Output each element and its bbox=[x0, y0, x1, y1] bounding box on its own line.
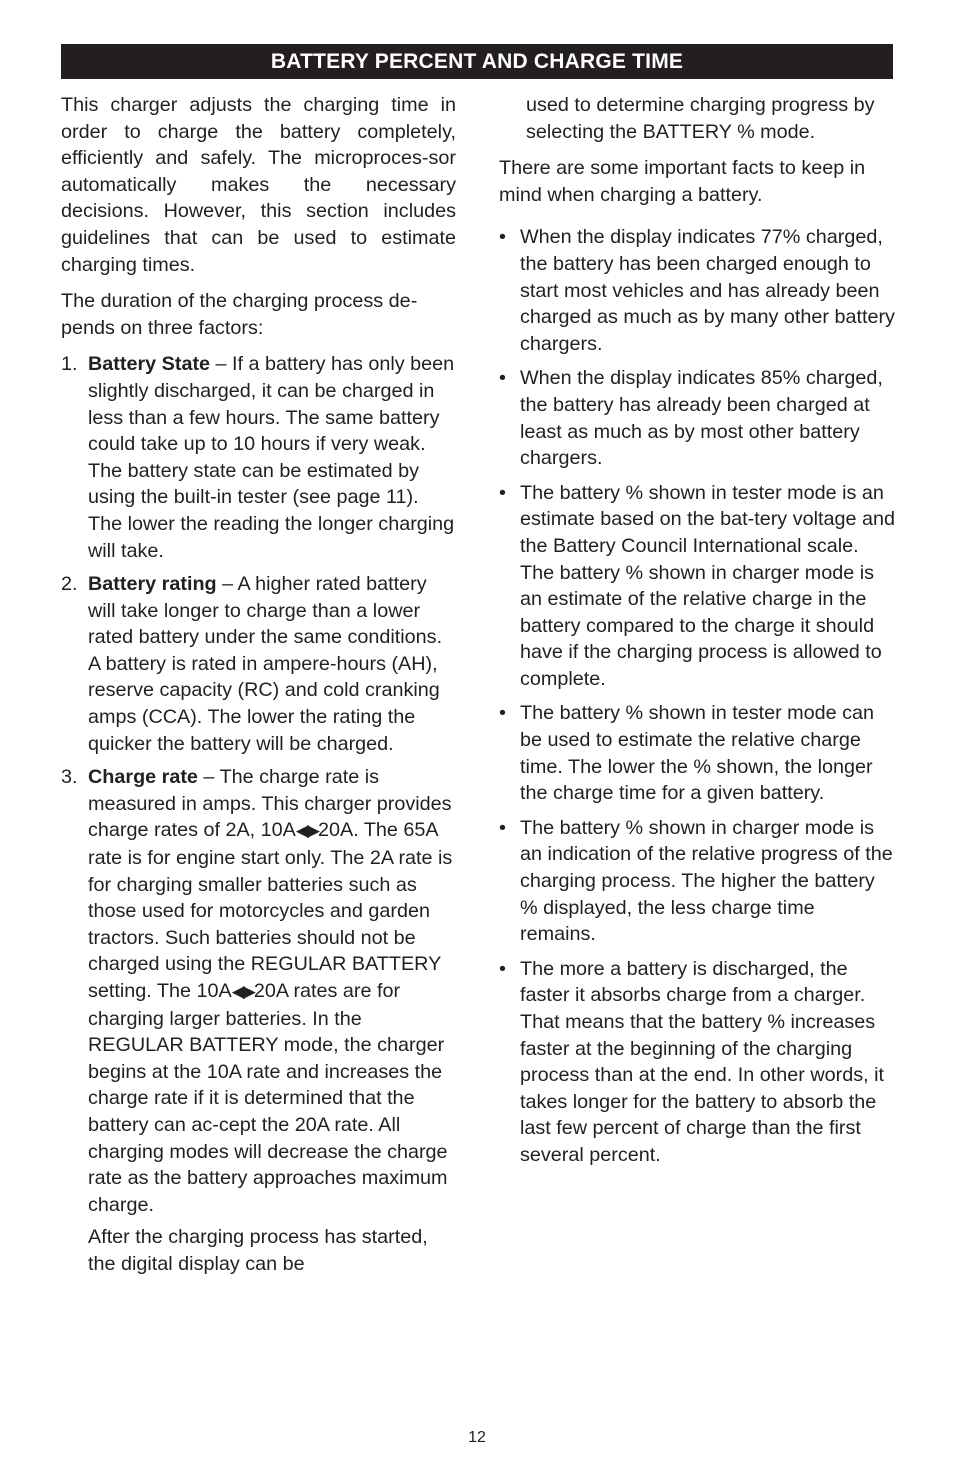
continued-paragraph: used to determine charging progress by selecting the BATTERY % mode. bbox=[526, 94, 875, 143]
left-right-arrow-icon: ◀▶ bbox=[231, 982, 254, 1001]
factor-text: – A higher rated battery will take longer to charge than a lower rated battery under the same conditions. A battery is rated in ampere-hours (AH), reserve capacity (RC) and cold cranking amps (CCA). The lower the rating the quicker the battery will be charged. bbox=[88, 573, 443, 755]
right-column bbox=[499, 92, 895, 1177]
list-item bbox=[499, 700, 895, 806]
bullet-icon: • bbox=[499, 816, 506, 839]
factor-number: 3. bbox=[61, 766, 78, 789]
list-item bbox=[499, 815, 895, 948]
page-number: 12 bbox=[468, 1429, 486, 1446]
facts-intro-paragraph: There are some important facts to keep in mind when charging a battery. bbox=[499, 157, 866, 206]
list-item bbox=[499, 365, 895, 471]
list-item bbox=[499, 480, 895, 693]
fact-text: The battery % shown in charger mode is an indication of the relative progress of the charging process. The higher the battery % displayed, the less charge time remains. bbox=[520, 816, 893, 946]
factors-intro-paragraph: The duration of the charging process de-pends on three factors: bbox=[61, 290, 418, 339]
bullet-icon: • bbox=[499, 481, 506, 504]
list-item bbox=[499, 956, 895, 1169]
facts-list bbox=[499, 224, 895, 1168]
factor-title: Battery rating bbox=[88, 573, 217, 596]
left-right-arrow-icon: ◀▶ bbox=[295, 821, 318, 841]
section-title: BATTERY PERCENT AND CHARGE TIME bbox=[61, 44, 893, 79]
factor-title: Charge rate bbox=[88, 766, 198, 789]
left-column bbox=[61, 92, 456, 1285]
fact-text: The battery % shown in tester mode is an estimate based on the bat-tery voltage and the Battery Council International scale. The battery % shown in charger mode is an estimate of the relative charge in the battery compared to the charge it should have if the charging process is allowed to complete. bbox=[520, 481, 895, 690]
intro-paragraph: This charger adjusts the charging time in order to charge the battery completely, efficiently and safely. The microproces-sor automatically makes the necessary decisions. However, this section includes guidelines that can be used to estimate charging times. bbox=[61, 94, 456, 276]
factor-charge-rate bbox=[61, 764, 456, 1277]
fact-text: The more a battery is discharged, the faster it absorbs charge from a charger. That means that the battery % increases faster at the beginning of the charging process than at the end. In other words, it takes longer for the battery to absorb the last few percent of charge than the first several percent. bbox=[520, 957, 884, 1166]
list-item bbox=[499, 224, 895, 357]
factor-text: 20A. The 65A rate is for engine start only. The 2A rate is for charging smaller batteries such as those used for motorcycles and garden tractors. Such batteries should not be charged using the REGULAR BATTERY setting. The 10A bbox=[88, 819, 453, 1002]
factor-battery-state bbox=[61, 351, 456, 564]
charging-progress-paragraph: After the charging process has started, the digital display can be bbox=[88, 1226, 428, 1275]
factor-text: – The charge rate is measured in amps. This charger provides charge rates of 2A, 10A bbox=[88, 766, 452, 842]
fact-text: When the display indicates 77% charged, the battery has been charged enough to start most vehicles and has already been charged as much as by many other battery chargers. bbox=[520, 226, 895, 355]
factor-number: 2. bbox=[61, 573, 78, 596]
factor-title: Battery State bbox=[88, 353, 211, 376]
factor-battery-rating bbox=[61, 571, 456, 757]
bullet-icon: • bbox=[499, 702, 506, 725]
factor-number: 1. bbox=[61, 353, 78, 376]
bullet-icon: • bbox=[499, 367, 506, 390]
bullet-icon: • bbox=[499, 226, 506, 249]
factor-text: – If a battery has only been slightly discharged, it can be charged in less than a few hours. The same battery could take up to 10 hours if very weak. The battery state can be estimated by using the built-in tester (see page 11). The lower the reading the longer charging will take. bbox=[88, 353, 455, 562]
fact-text: The battery % shown in tester mode can be used to estimate the relative charge time. The lower the % shown, the longer the charge time for a given battery. bbox=[520, 702, 875, 805]
bullet-icon: • bbox=[499, 957, 506, 980]
factor-text: 20A rates are for charging larger batteries. In the REGULAR BATTERY mode, the charger begins at the 10A rate and increases the charge rate if it is determined that the battery can ac-cept the 20A rate. All charging modes will decrease the charge rate as the battery approaches maximum charge. bbox=[88, 980, 448, 1216]
fact-text: When the display indicates 85% charged, the battery has already been charged at least as much as by most other battery chargers. bbox=[520, 367, 883, 470]
